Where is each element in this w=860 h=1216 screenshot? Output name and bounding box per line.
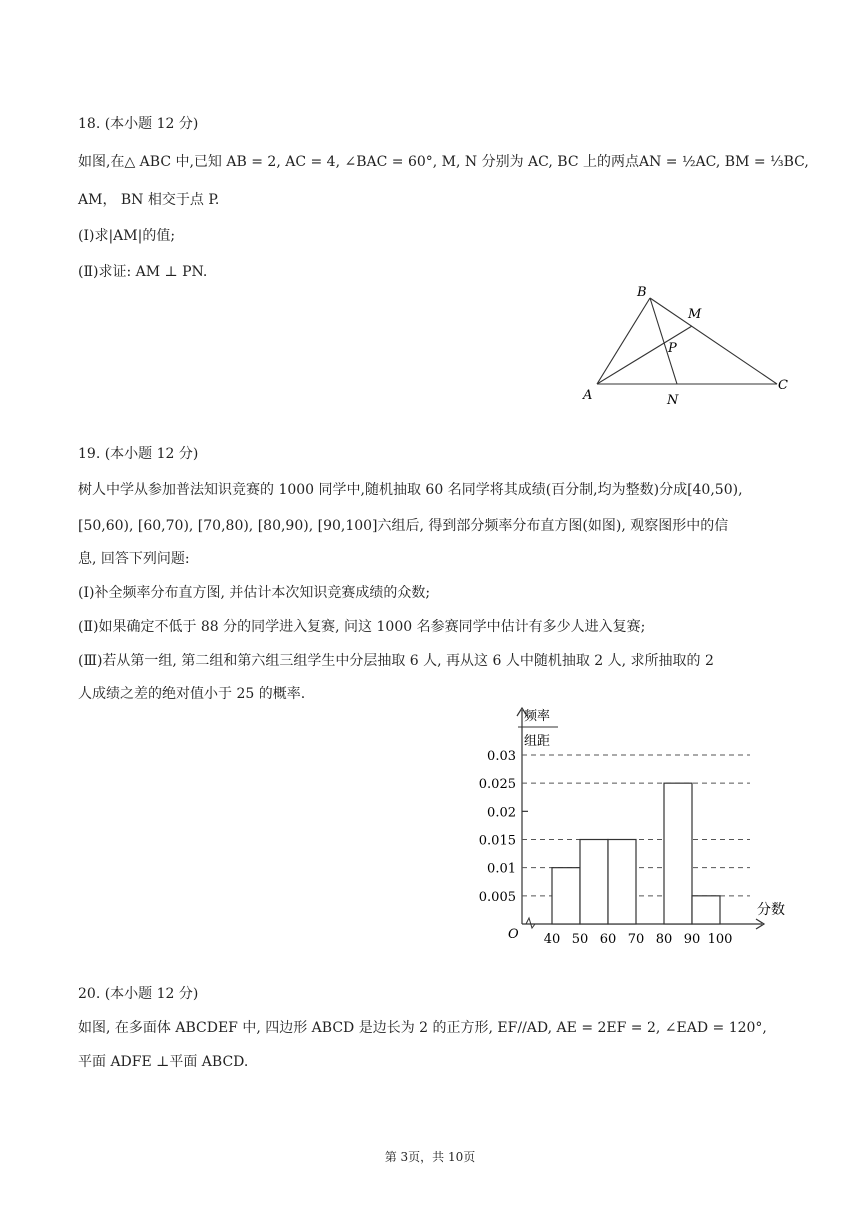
histogram-bar	[552, 868, 580, 924]
segment-AB	[597, 298, 650, 384]
triangle-figure	[570, 280, 800, 410]
frequency-histogram	[470, 700, 800, 955]
x-tick-label: 90	[683, 932, 701, 947]
histogram-bar	[664, 783, 692, 924]
x-tick-label: 50	[571, 932, 589, 947]
histogram-bar	[608, 840, 636, 925]
q18-stem-line2: AM， BN 相交于点 P.	[78, 192, 220, 208]
q19-part2: (Ⅱ)如果确定不低于 88 分的同学进入复赛, 问这 1000 名参赛同学中估计有多少人进入复赛;	[78, 619, 646, 635]
page-footer: 第 3页，共 10页	[384, 1150, 476, 1164]
origin-label: O	[508, 927, 519, 942]
q19-part3-line1: (Ⅲ)若从第一组, 第二组和第六组三组学生中分层抽取 6 人, 再从这 6 人中随机抽取 2 人, 求所抽取的 2	[78, 653, 714, 669]
histogram-bar	[580, 840, 608, 925]
label-N: N	[667, 393, 679, 408]
q19-part1: (Ⅰ)补全频率分布直方图, 并估计本次知识竞赛成绩的众数;	[78, 585, 431, 601]
x-tick-label: 40	[543, 932, 561, 947]
y-tick-label: 0.01	[487, 861, 516, 877]
axis-break-mark	[526, 918, 535, 928]
x-tick-label: 60	[599, 932, 617, 947]
label-C: C	[778, 378, 788, 393]
q19-stem-line3: 息, 回答下列问题:	[78, 551, 190, 567]
q18-stem-line1: 如图,在△ ABC 中,已知 AB = 2, AC = 4, ∠BAC = 60°, M, N 分别为 AC, BC 上的两点AN = ½AC, BM = ⅓BC,	[78, 154, 809, 170]
x-tick-label: 100	[707, 932, 733, 947]
q19-part3-line2: 人成绩之差的绝对值小于 25 的概率.	[78, 686, 306, 702]
label-P: P	[668, 341, 677, 356]
q18-part1: (Ⅰ)求|AM|的值;	[78, 228, 176, 244]
ylabel-bottom: 组距	[523, 734, 551, 749]
ylabel-top: 频率	[523, 709, 551, 724]
y-tick-label: 0.005	[478, 889, 516, 905]
q18-header: 18. (本小题 12 分)	[78, 116, 199, 132]
y-tick-label: 0.03	[487, 749, 516, 764]
histogram-bar	[692, 896, 720, 924]
y-tick-label: 0.015	[478, 833, 516, 849]
y-tick-label: 0.02	[487, 805, 516, 821]
q19-header: 19. (本小题 12 分)	[78, 446, 199, 462]
y-tick-label: 0.025	[478, 777, 516, 793]
x-tick-label: 70	[627, 932, 645, 947]
q19-stem-line1: 树人中学从参加普法知识竞赛的 1000 同学中,随机抽取 60 名同学将其成绩(百分制,均为整数)分成[40,50),	[78, 482, 743, 498]
label-B: B	[637, 285, 647, 300]
label-M: M	[688, 307, 702, 322]
label-A: A	[583, 388, 593, 403]
q20-stem-line2: 平面 ADFE ⊥平面 ABCD.	[78, 1054, 249, 1070]
q20-header: 20. (本小题 12 分)	[78, 986, 199, 1002]
q19-stem-line2: [50,60), [60,70), [70,80), [80,90), [90,100]六组后, 得到部分频率分布直方图(如图), 观察图形中的信	[78, 518, 729, 534]
x-tick-label: 80	[655, 932, 673, 947]
q18-part2: (Ⅱ)求证: AM ⊥ PN.	[78, 264, 208, 280]
xlabel: 分数	[757, 902, 785, 918]
q20-stem-line1: 如图, 在多面体 ABCDEF 中, 四边形 ABCD 是边长为 2 的正方形, EF//AD, AE = 2EF = 2, ∠EAD = 120°,	[78, 1020, 767, 1036]
segment-AM	[597, 326, 692, 384]
